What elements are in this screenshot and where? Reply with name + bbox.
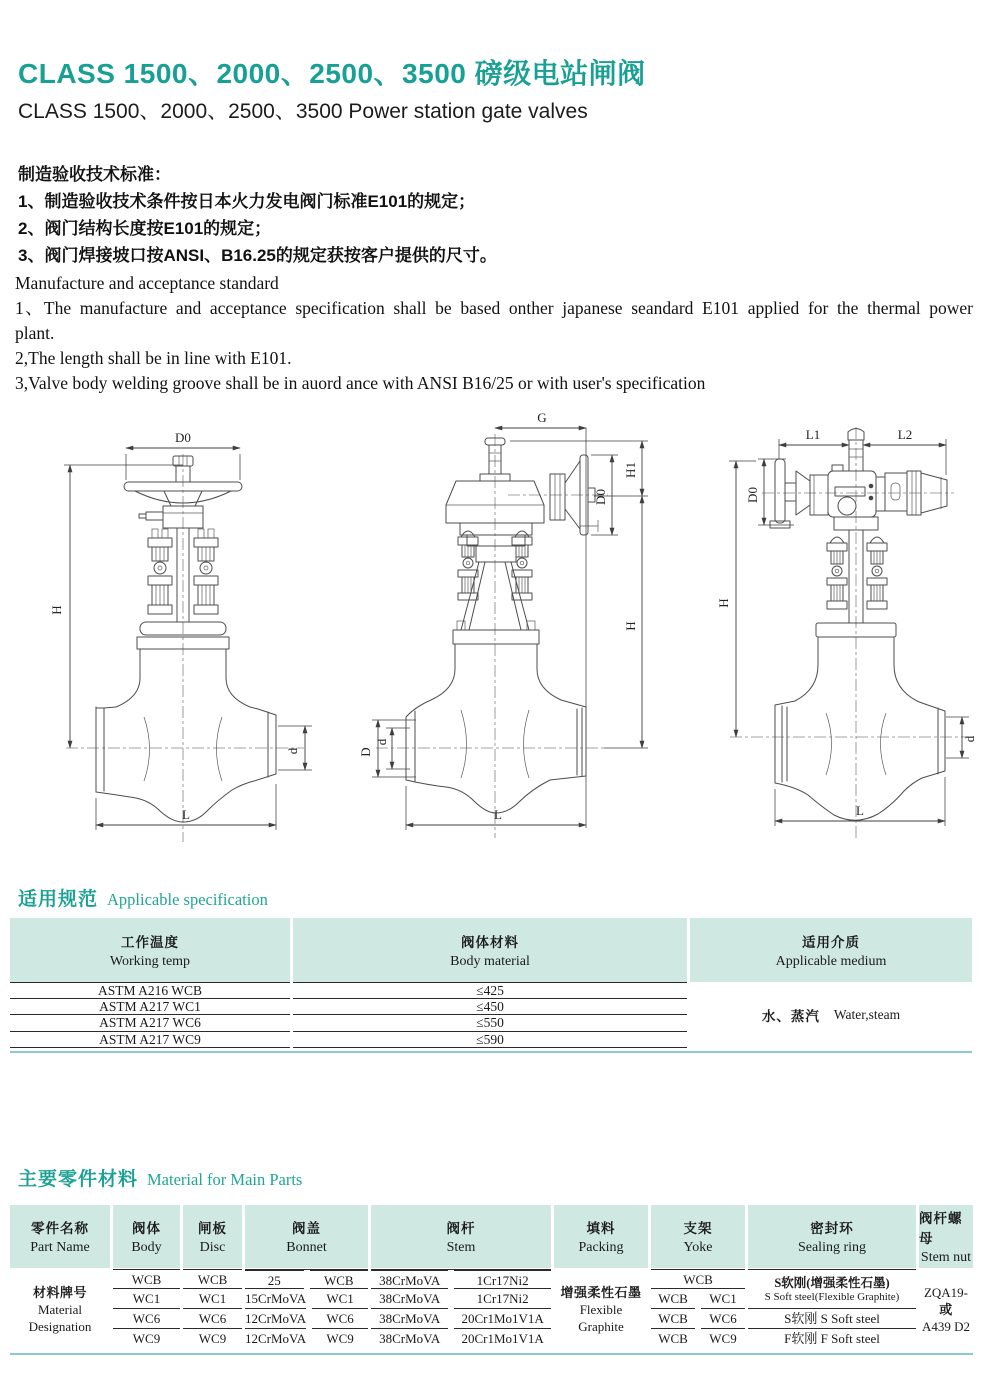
col-header-sealing-ring: 密封环 Sealing ring (748, 1205, 916, 1268)
col-header-stem-nut: 阀杆螺母 Stem nut (919, 1205, 973, 1268)
materials-table-header (10, 1205, 973, 1268)
dimension-h (604, 496, 648, 748)
bevel-gear-operator (446, 438, 598, 562)
dimension-l (96, 784, 276, 830)
page-subtitle: CLASS 1500、2000、2500、3500 Power station gate valves (18, 100, 588, 123)
dim-label-d0: D0 (593, 489, 608, 505)
column-stem-values: 38CrMoVA 1Cr17Ni2 38CrMoVA 1Cr17Ni2 38CrMoVA 20Cr1Mo1V1A 38CrMoVA 20Cr1Mo1V1A (371, 1269, 551, 1350)
table-row: ASTM A217 WC1 ≤450 (10, 999, 687, 1016)
spec-section-heading (18, 884, 268, 911)
column-packing-merged: 增强柔性石墨 Flexible Graphite (560, 1285, 642, 1334)
standards-cn-heading: 制造验收技术标准： (18, 165, 171, 184)
spec-table (10, 918, 972, 1053)
spec-table-header (10, 918, 972, 982)
col-header-body: 阀体 Body (113, 1205, 180, 1268)
page-title: CLASS 1500、2000、2500、3500 磅级电站闸阀 (18, 58, 646, 89)
dim-label-h1: H1 (623, 462, 638, 478)
dimension-l2 (863, 427, 946, 475)
valve-drawing-handwheel (40, 418, 340, 853)
materials-heading-cn: 主要零件材料 (18, 1169, 139, 1190)
col-header-part-name: 零件名称 Part Name (10, 1205, 110, 1268)
materials-section-heading (18, 1164, 302, 1191)
materials-heading-en: Material for Main Parts (147, 1170, 303, 1189)
table-bottom-border (10, 1051, 972, 1053)
standards-en-item: 3,Valve body welding groove shall be in auord ance with ANSI B16/25 or with user's specification (15, 373, 706, 393)
dim-label-d: d (962, 735, 977, 743)
dimension-d (374, 728, 410, 769)
valve-body (96, 649, 276, 822)
standards-en-item: 2,The length shall be in line with E101. (15, 348, 292, 368)
column-yoke-values: WCB WCB WC1 WCB WC6 WCB WC9 (651, 1269, 745, 1350)
dimension-l (406, 786, 586, 830)
dimension-d (946, 717, 977, 758)
materials-table (10, 1205, 973, 1355)
dim-label-l: L (494, 807, 502, 822)
sealing-merged-cell: S软刚(增强柔性石墨) S Soft steel(Flexible Graphite) (748, 1269, 916, 1309)
table-row: ASTM A217 WC9 ≤590 (10, 1032, 687, 1049)
col-header-disc: 闸板 Disc (183, 1205, 242, 1268)
valve-body (406, 644, 586, 813)
centerlines (66, 454, 304, 842)
row-label-material-designation: 材料牌号 Material Designation (28, 1285, 92, 1334)
spec-heading-cn: 适用规范 (18, 889, 99, 910)
table-bottom-border (10, 1353, 973, 1355)
dim-label-h: H (49, 605, 64, 615)
col-header-stem: 阀杆 Stem (371, 1205, 551, 1268)
dim-label-l2: L2 (897, 427, 913, 442)
dim-label-d: d (285, 747, 300, 755)
valve-body (775, 637, 945, 820)
column-sealing-ring-values: S软刚(增强柔性石墨) S Soft steel(Flexible Graphite) S软刚 S Soft steel F软刚 F Soft steel (748, 1269, 916, 1350)
dim-label-l: L (182, 807, 190, 822)
standards-en-heading: Manufacture and acceptance standard (15, 273, 279, 293)
dim-label-h: H (716, 598, 731, 608)
valve-drawing-bevel-gear (358, 408, 680, 853)
dim-label-g: G (537, 410, 547, 425)
spec-heading-en: Applicable specification (107, 890, 268, 909)
dim-label-l1: L1 (805, 427, 821, 442)
standards-cn-item: 1、制造验收技术条件按日本火力发电阀门标准E101的规定； (18, 192, 476, 211)
dimension-l (775, 777, 945, 826)
dim-label-h: H (623, 621, 638, 631)
medium-cell: 水、蒸汽 Water,steam (761, 1007, 901, 1024)
dim-label-D: D (358, 747, 373, 757)
spec-table-rows (10, 982, 687, 1048)
dimension-h1 (510, 441, 648, 496)
dim-label-d: d (374, 738, 389, 746)
yoke-assembly (453, 531, 539, 644)
standards-cn (18, 161, 958, 269)
electric-actuator (770, 429, 947, 529)
col-header-yoke: 支架 Yoke (651, 1205, 745, 1268)
dim-label-l: L (856, 803, 864, 818)
standards-en-item: 1、The manufacture and acceptance specification shall be based onther japanese seandard E101 applied for the thermal power plant. (15, 298, 973, 343)
centerlines (730, 427, 968, 839)
dimension-D (358, 720, 416, 777)
col-header-bonnet: 阀盖 Bonnet (245, 1205, 368, 1268)
col-header-body-material: 阀体材料 Body material (293, 918, 687, 982)
dim-label-d0: D0 (175, 430, 191, 445)
dim-label-d0: D0 (745, 487, 760, 503)
col-header-working-temp: 工作温度 Working temp (10, 918, 290, 982)
column-body-values: WCB WC1 WC6 WC9 (113, 1269, 180, 1350)
table-row: ASTM A216 WCB ≤425 (10, 982, 687, 999)
standards-cn-item: 3、阀门焊接坡口按ANSI、B16.25的规定获按客户提供的尺寸。 (18, 246, 497, 265)
column-stem-nut-merged: ZQA19- 或 A439 D2 (921, 1285, 971, 1334)
column-bonnet-values: 25 WCB 15CrMoVA WC1 12CrMoVA WC6 12CrMoVA WC9 (245, 1269, 368, 1350)
materials-table-body (10, 1269, 973, 1350)
table-row: ASTM A217 WC6 ≤550 (10, 1015, 687, 1032)
column-disc-values: WCB WC1 WC6 WC9 (183, 1269, 242, 1350)
dimension-l1 (779, 427, 849, 459)
standards-en (15, 271, 973, 396)
standards-cn-item: 2、阀门结构长度按E101的规定； (18, 219, 272, 238)
col-header-applicable-medium: 适用介质 Applicable medium (690, 918, 972, 982)
dimension-d0 (745, 459, 794, 525)
col-header-packing: 填料 Packing (554, 1205, 648, 1268)
valve-drawing-motorized (698, 415, 982, 847)
